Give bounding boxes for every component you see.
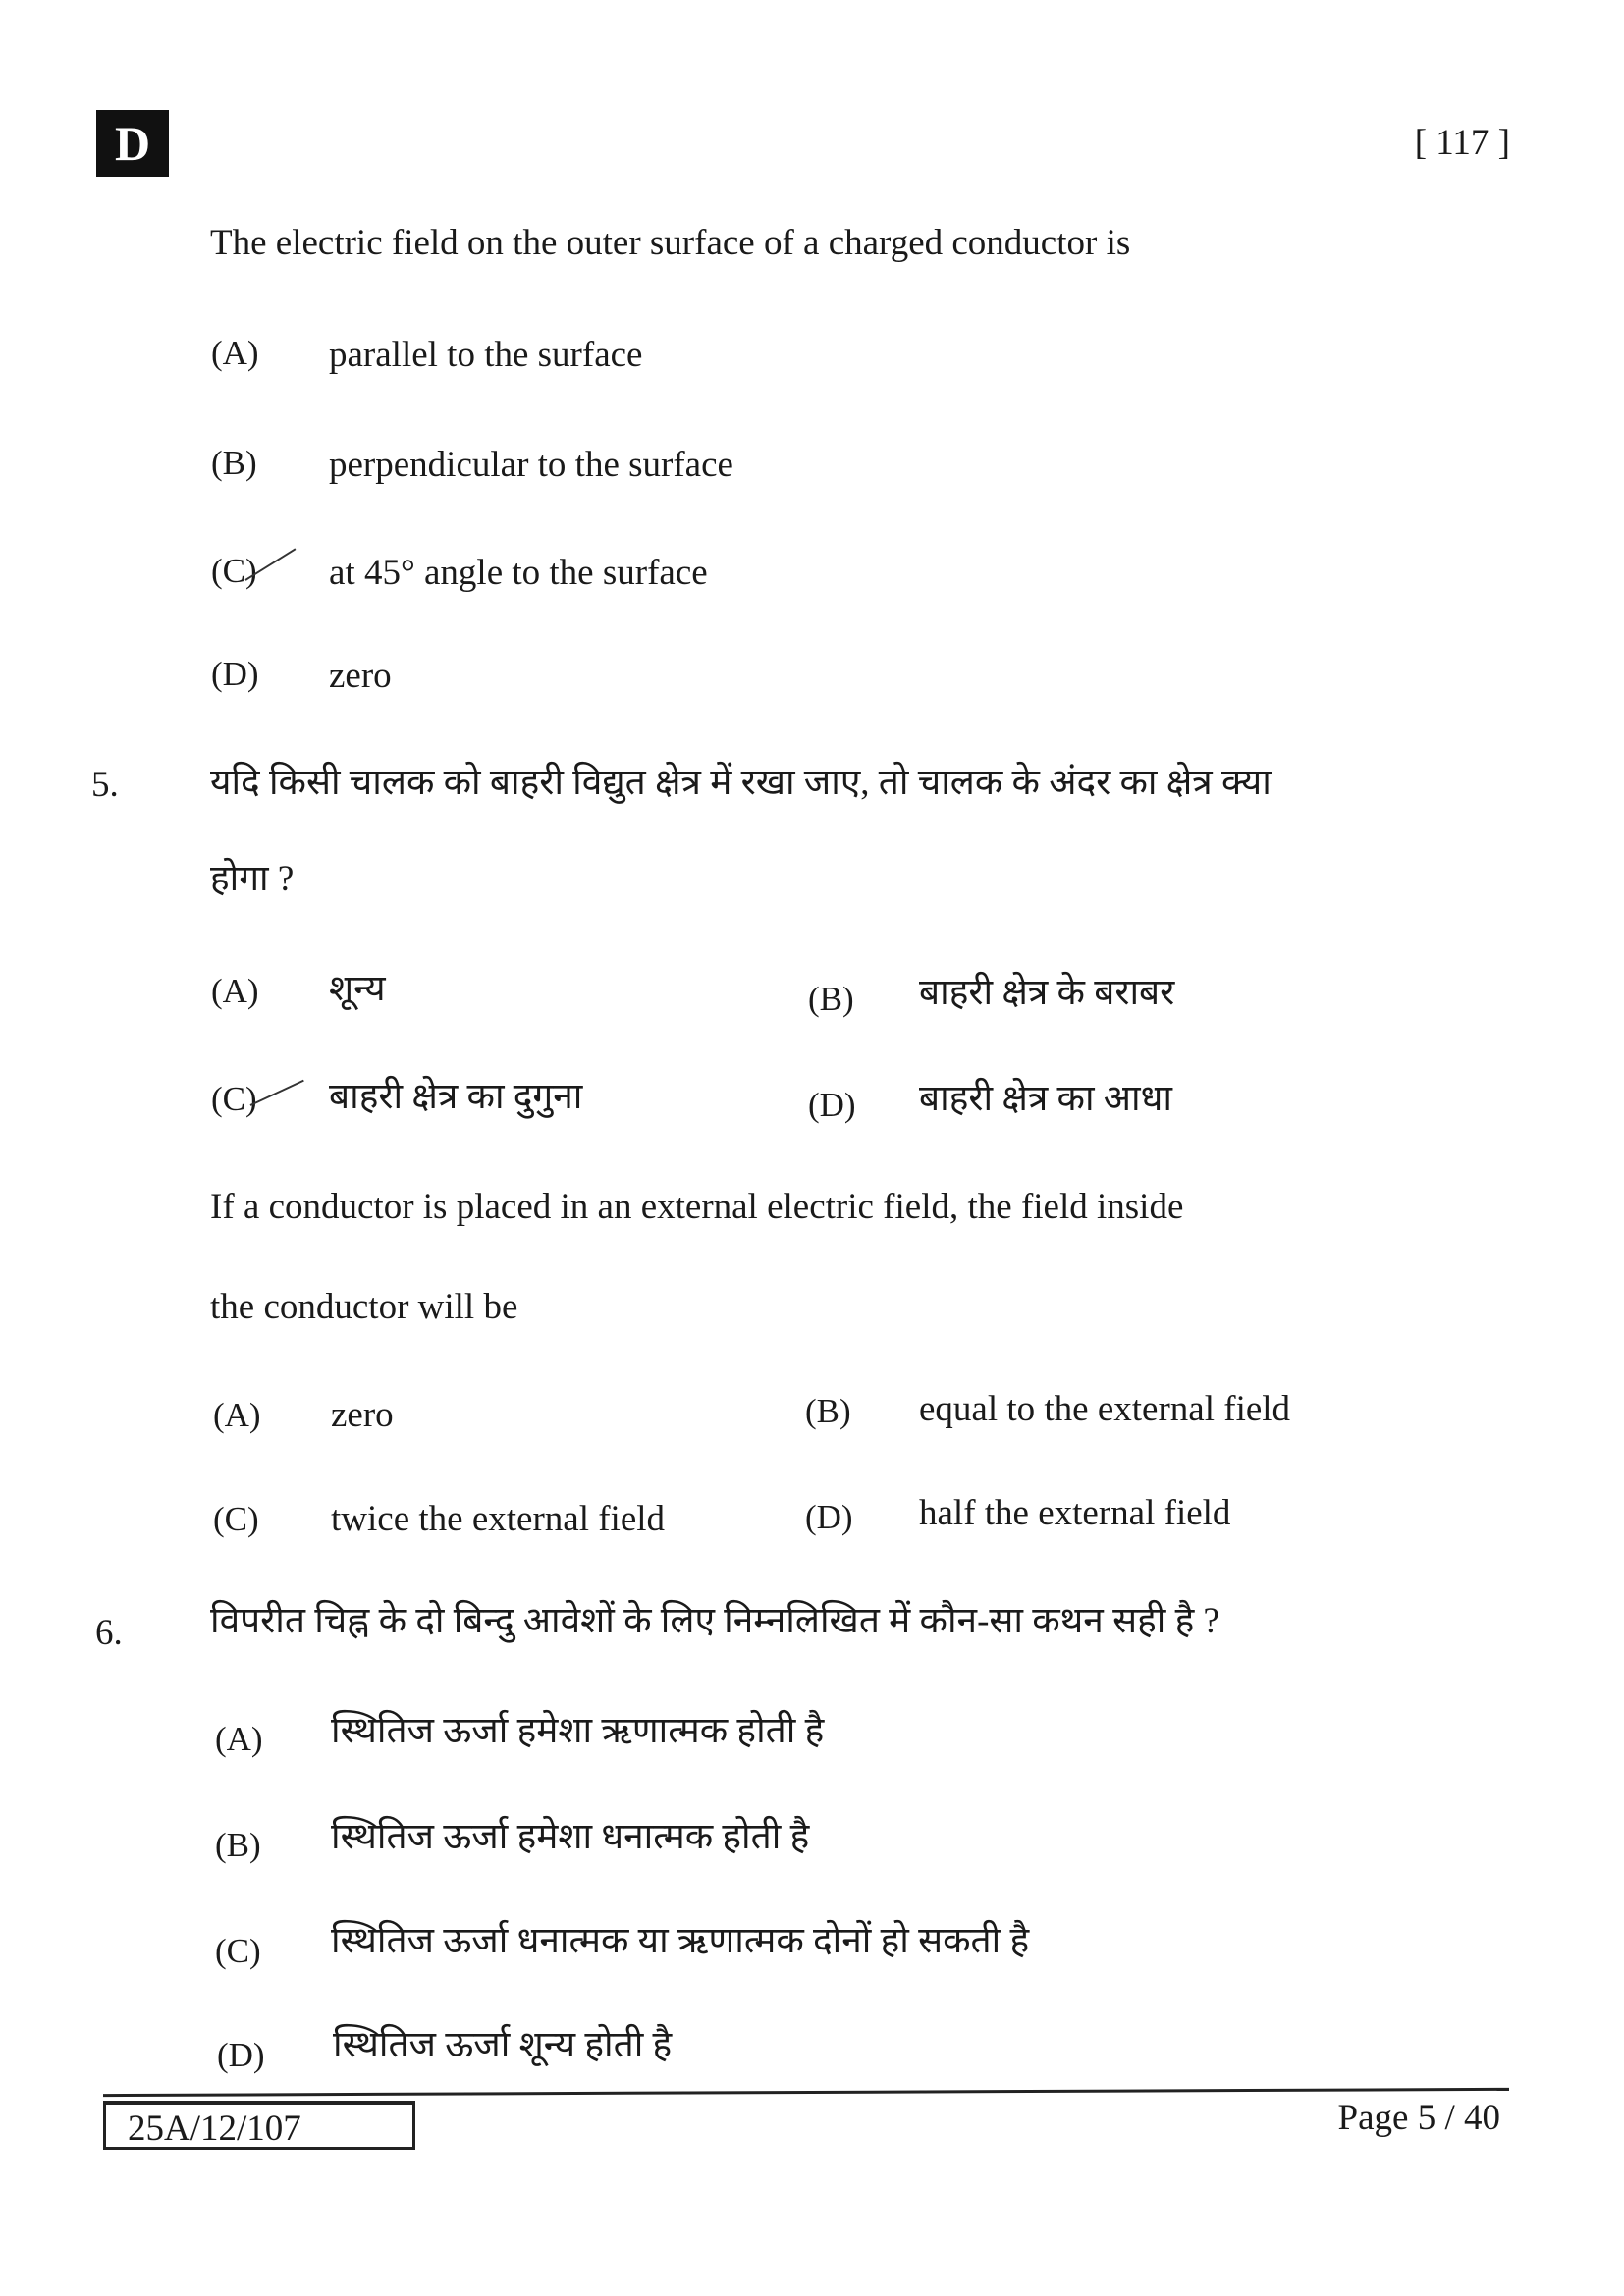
question-6-hindi-text: विपरीत चिह्न के दो बिन्दु आवेशों के लिए निम्नलिखित में कौन-सा कथन सही है ? bbox=[210, 1601, 1219, 1641]
option-label: (B) bbox=[215, 1826, 261, 1864]
option-text: स्थितिज ऊर्जा हमेशा ऋणात्मक होती है bbox=[331, 1711, 825, 1751]
question-4-text: The electric field on the outer surface of a charged conductor is bbox=[210, 223, 1131, 263]
tick-mark bbox=[250, 1080, 304, 1106]
option-label: (D) bbox=[808, 1086, 856, 1124]
option-label: (A) bbox=[211, 334, 259, 372]
question-5-english-line2: the conductor will be bbox=[210, 1287, 518, 1327]
option-label: (A) bbox=[215, 1720, 263, 1758]
option-label: (B) bbox=[805, 1392, 851, 1430]
option-label: (B) bbox=[808, 980, 854, 1018]
page-reference: [ 117 ] bbox=[1414, 123, 1510, 163]
option-label: (C) bbox=[211, 1080, 257, 1118]
option-label: (D) bbox=[217, 2036, 265, 2074]
option-text: स्थितिज ऊर्जा शून्य होती है bbox=[333, 2025, 673, 2065]
option-text: स्थितिज ऊर्जा धनात्मक या ऋणात्मक दोनों हो सकती है bbox=[331, 1921, 1030, 1961]
option-label: (C) bbox=[213, 1500, 259, 1538]
option-text: at 45° angle to the surface bbox=[329, 553, 708, 593]
option-text: बाहरी क्षेत्र का आधा bbox=[919, 1079, 1172, 1119]
option-label: (D) bbox=[211, 655, 259, 693]
question-5-english-line1: If a conductor is placed in an external electric field, the field inside bbox=[210, 1187, 1184, 1227]
footer-divider bbox=[103, 2088, 1509, 2097]
option-text: बाहरी क्षेत्र के बराबर bbox=[919, 973, 1175, 1013]
option-text: बाहरी क्षेत्र का दुगुना bbox=[329, 1077, 583, 1117]
option-text: शून्य bbox=[329, 969, 386, 1009]
question-5-hindi-line2: होगा ? bbox=[210, 859, 295, 899]
option-label: (A) bbox=[213, 1396, 261, 1434]
paper-code: 25A/12/107 bbox=[103, 2101, 415, 2150]
option-text: perpendicular to the surface bbox=[329, 445, 733, 485]
set-code-badge: D bbox=[96, 110, 169, 177]
page-number: Page 5 / 40 bbox=[1337, 2098, 1500, 2138]
option-text: twice the external field bbox=[331, 1499, 666, 1539]
option-text: half the external field bbox=[919, 1493, 1231, 1533]
option-text: zero bbox=[329, 656, 392, 696]
option-label: (B) bbox=[211, 444, 257, 482]
option-label: (D) bbox=[805, 1498, 853, 1536]
option-label: (C) bbox=[215, 1932, 261, 1970]
option-text: zero bbox=[331, 1395, 394, 1435]
option-label: (C) bbox=[211, 552, 257, 590]
option-label: (A) bbox=[211, 972, 259, 1010]
option-text: स्थितिज ऊर्जा हमेशा धनात्मक होती है bbox=[331, 1817, 810, 1857]
option-text: parallel to the surface bbox=[329, 335, 643, 375]
question-number: 6. bbox=[95, 1613, 123, 1653]
question-number: 5. bbox=[91, 765, 119, 805]
question-5-hindi-line1: यदि किसी चालक को बाहरी विद्युत क्षेत्र में रखा जाए, तो चालक के अंदर का क्षेत्र क्या bbox=[210, 763, 1272, 803]
option-text: equal to the external field bbox=[919, 1389, 1291, 1429]
